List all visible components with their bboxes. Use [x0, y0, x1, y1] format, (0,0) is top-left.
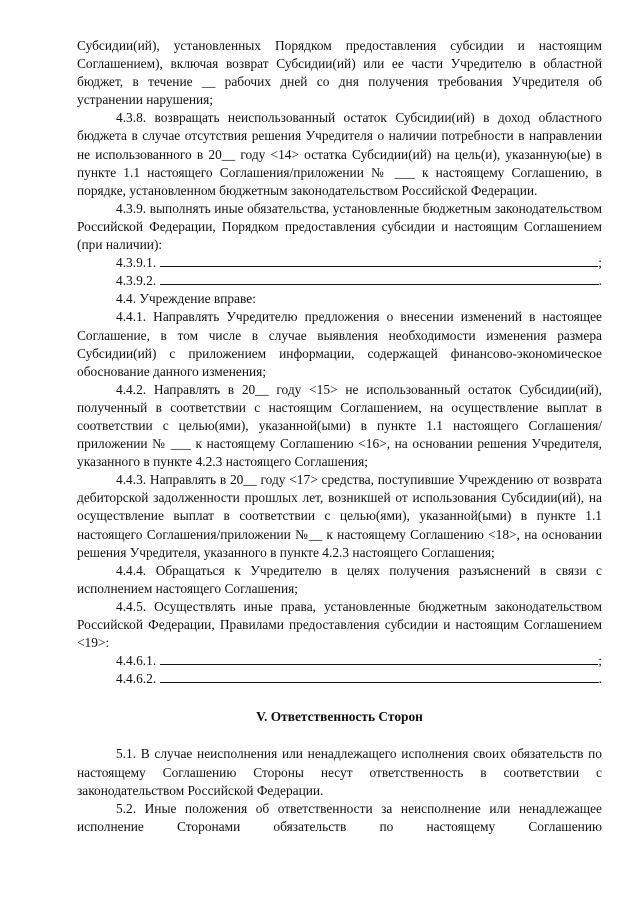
paragraph-4-4-2: 4.4.2. Направлять в 20__ году <15> не использованный остаток Субсидии(ий), полученный в соответствии с настоящим Соглашением, на осуществление выплат в соответствии с целью(ями), указанной(ыми) в пункте 1.1 настоящего Соглашения/приложении № ___ к настоящему Соглашению <16>, на основании решения Учредителя, указанного в пункте 4.2.3 настоящего Соглашения; — [77, 381, 602, 470]
blank-line-4-3-9-2 — [77, 272, 602, 290]
paragraphs-after — [77, 745, 602, 835]
underline-rule — [160, 670, 598, 683]
paragraph: Субсидии(ий), установленных Порядком предоставления субсидии и настоящим Соглашением), включая возврат Субсидии(ий) или ее части Учредителю в областной бюджет, в течение __ рабочих дней со дня получения требования Учредителя об устранении нарушения; — [77, 38, 602, 108]
blank-line-number: 4.4.6.2. — [116, 671, 157, 687]
underline-rule — [160, 272, 598, 285]
paragraphs-before — [77, 37, 602, 254]
blank-line-number: 4.3.9.1. — [116, 255, 157, 271]
paragraph-4-4-3: 4.4.3. Направлять в 20__ году <17> средства, поступившие Учреждению от возврата дебиторской задолженности прошлых лет, возникшей от использования Субсидии(ий), на осуществление выплат в соответствии с целью(ями), указанной(ыми) в пункте 1.1 настоящего Соглашения/приложении №__ к настоящему Соглашению <18>, на основании решения Учредителя, указанного в пункте 4.2.3 настоящего Соглашения; — [77, 472, 602, 560]
underline-rule — [160, 652, 598, 665]
paragraph-4-4-1: 4.4.1. Направлять Учредителю предложения о внесении изменений в настоящее Соглашение, в том числе в случае выявления необходимости изменения размера Субсидии(ий) с приложением информации, содержащей финансово-экономическое обоснование данного изменения; — [77, 309, 602, 379]
paragraph-4-4-4: 4.4.4. Обращаться к Учредителю в целях получения разъяснений в связи с исполнением настоящего Соглашения; — [77, 562, 602, 596]
paragraph-4-3-8: 4.3.8. возвращать неиспользованный остаток Субсидии(ий) в доход областного бюджета в случае отсутствия решения Учредителя о наличии потребности в направлении не использованного в 20__ году <14> остатка Субсидии(ий) на цель(и), указанную(ые) в пункте 1.1 настоящего Соглашения/приложении № ___ к настоящему Соглашению, в порядке, установленном бюджетным законодательством Российской Федерации. — [77, 110, 602, 198]
paragraph-4-4: 4.4. Учреждение вправе: — [116, 291, 256, 307]
blank-line-end: ; — [598, 653, 602, 669]
blank-line-number: 4.4.6.1. — [116, 653, 157, 669]
blank-lines-4-3-9 — [77, 254, 602, 290]
blank-line-4-4-6-1 — [77, 652, 602, 670]
blank-lines-4-4-6 — [77, 652, 602, 688]
blank-line-end: . — [598, 671, 602, 687]
paragraphs-middle — [77, 290, 602, 652]
paragraph-5-1: 5.1. В случае неисполнения или ненадлежащего исполнения своих обязательств по настоящему Соглашению Стороны несут ответственность в соответствии с законодательством Российской Федерации. — [77, 746, 602, 798]
blank-line-end: . — [598, 273, 602, 289]
blank-line-number: 4.3.9.2. — [116, 273, 157, 289]
paragraph-4-4-5: 4.4.5. Осуществлять иные права, установленные бюджетным законодательством Российской Федерации, Правилами предоставления субсидии и настоящим Соглашением <19>: — [77, 598, 602, 651]
paragraph-5-2: 5.2. Иные положения об ответственности за неисполнение или ненадлежащее исполнение Сторонами обязательств по настоящему Соглашению — [77, 800, 602, 834]
underline-rule — [160, 254, 598, 267]
blank-line-4-4-6-2 — [77, 670, 602, 688]
blank-line-4-3-9-1 — [77, 254, 602, 272]
section-heading: V. Ответственность Сторон — [256, 709, 423, 725]
blank-line-end: ; — [598, 255, 602, 271]
paragraph-4-3-9: 4.3.9. выполнять иные обязательства, установленные бюджетным законодательством Российской Федерации, Порядком предоставления субсидии и настоящим Соглашением (при наличии): — [77, 200, 602, 253]
